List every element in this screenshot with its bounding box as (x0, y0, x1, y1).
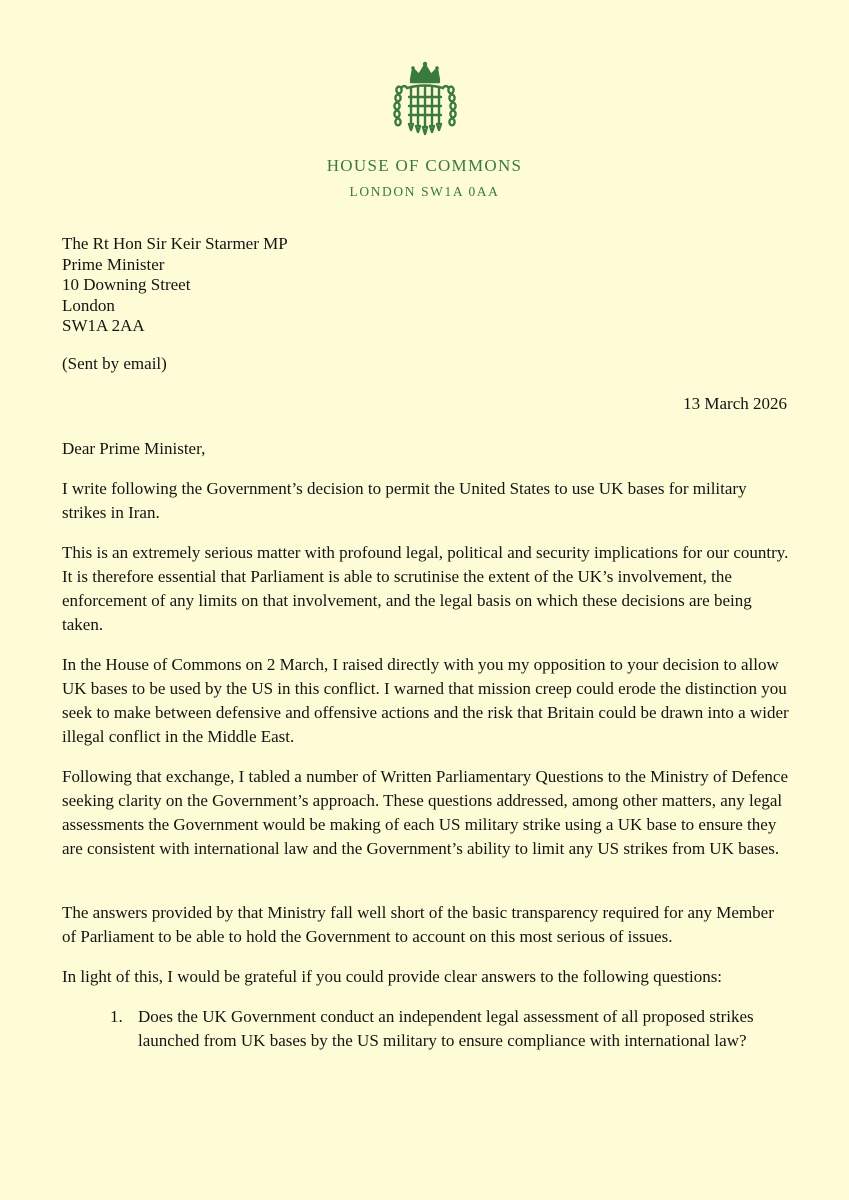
delivery-note: (Sent by email) (62, 354, 167, 373)
body-paragraph: Following that exchange, I tabled a number of Written Parliamentary Questions to the Ministry of Defence seeking clarity on the Government’s approach. These questions addressed, among other matters, any legal assessments the Government would be making of each US military strike using a UK base to ensure they are consistent with international law and the Government’s ability to limit any US strikes from UK bases. (62, 767, 789, 858)
question-number: 1. (110, 1007, 123, 1026)
recipient-street: 10 Downing Street (62, 275, 191, 294)
recipient-city: London (62, 295, 115, 315)
letterhead-name: HOUSE OF COMMONS (326, 156, 523, 175)
body-paragraph: In the House of Commons on 2 March, I raised directly with you my opposition to your decision to allow UK bases to be used by the US in this conflict. I warned that mission creep could erode the distinction you seek to make between defensive and offensive actions and the risk that Britain could be drawn into a wider illegal conflict in the Middle East. (62, 655, 789, 746)
recipient-address (62, 234, 288, 337)
body-paragraph: This is an extremely serious matter with profound legal, political and security implications for our country. It is therefore essential that Parliament is able to scrutinise the extent of the UK’s involvement, the enforcement of any limits on that involvement, and the legal basis on which these decisions are being taken. (62, 543, 789, 634)
letterhead-address: LONDON SW1A 0AA (349, 184, 500, 199)
letter-date: 13 March 2026 (683, 394, 787, 413)
portcullis-icon (389, 60, 461, 138)
body-paragraph: The answers provided by that Ministry fall well short of the basic transparency required for any Member of Parliament to be able to hold the Government to account on this most serious of issues. (62, 903, 774, 946)
recipient-title: Prime Minister (62, 254, 165, 274)
question-text: Does the UK Government conduct an independent legal assessment of all proposed strikes launched from UK bases by the US military to ensure compliance with international law? (138, 1007, 754, 1050)
question-item (110, 1005, 770, 1053)
salutation: Dear Prime Minister, (62, 439, 206, 458)
body-paragraph: I write following the Government’s decision to permit the United States to use UK bases for military strikes in Iran. (62, 479, 747, 522)
recipient-postcode: SW1A 2AA (62, 316, 145, 335)
letterhead (0, 60, 849, 201)
recipient-name: The Rt Hon Sir Keir Starmer MP (62, 234, 288, 253)
body-paragraph: In light of this, I would be grateful if you could provide clear answers to the following questions: (62, 967, 723, 986)
